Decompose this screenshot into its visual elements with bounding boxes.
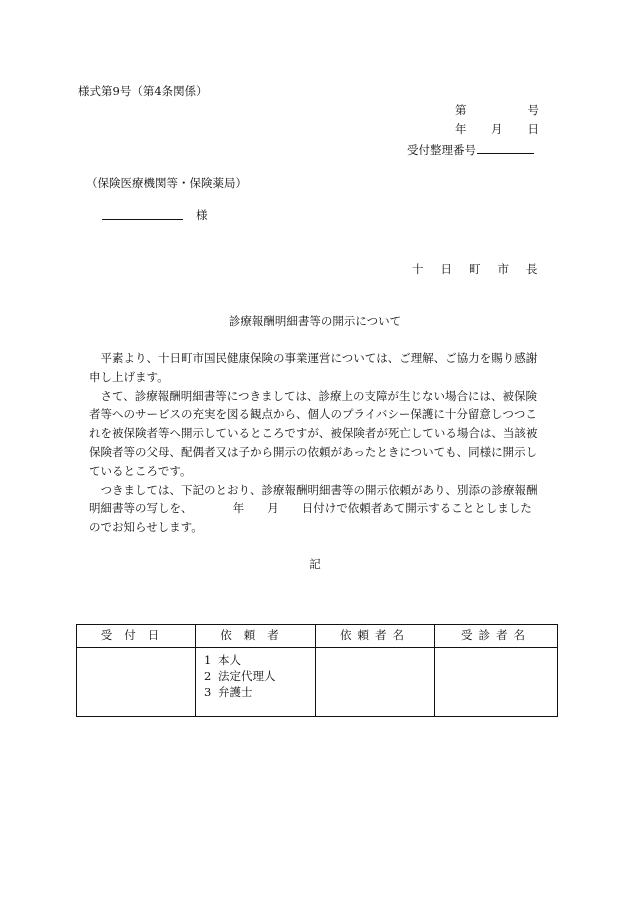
cell-requester bbox=[196, 648, 316, 717]
date-month-label: 月 bbox=[491, 122, 503, 136]
receipt-number bbox=[407, 143, 534, 157]
body-line: 明細書等の写しを、 年 月 日付けで依頼者あて開示することとしました bbox=[89, 501, 532, 516]
request-table bbox=[76, 624, 558, 717]
body-paragraph-1 bbox=[89, 349, 559, 387]
body-line: 保険者等の父母、配偶者又は子から開示の依頼があったときについても、同様に開示し bbox=[89, 444, 538, 459]
cell-receipt-date bbox=[77, 648, 196, 717]
document-number bbox=[455, 105, 539, 119]
receipt-number-label: 受付整理番号 bbox=[407, 143, 476, 157]
subject-title: 診療報酬明細書等の開示について bbox=[228, 314, 402, 328]
requester-option-self: 1 本人 bbox=[204, 653, 241, 667]
recipient-honorific: 様 bbox=[196, 208, 208, 222]
doc-number-prefix: 第 bbox=[455, 103, 467, 117]
body-paragraph-2 bbox=[89, 387, 559, 481]
header-requester: 依頼者 bbox=[196, 625, 316, 648]
body-line: 者等へのサービスの充実を図る観点から、個人のプライバシー保護に十分留意しつつこ bbox=[89, 407, 537, 422]
requester-option-lawyer: 3 弁護士 bbox=[204, 685, 253, 699]
form-number: 様式第9号（第4条関係） bbox=[78, 84, 208, 98]
body-line: 申し上げます。 bbox=[89, 369, 169, 384]
sender-title: 十日町市長 bbox=[412, 262, 555, 276]
body-line: れを被保険者等へ開示しているところですが、被保険者が死亡している場合は、当該被 bbox=[89, 426, 538, 441]
body-line: ているところです。 bbox=[89, 463, 192, 478]
requester-option-legal-rep: 2 法定代理人 bbox=[204, 669, 276, 683]
document-date bbox=[455, 124, 539, 138]
cell-patient-name bbox=[435, 648, 558, 717]
body-line: つきましては、下記のとおり、診療報酬明細書等の開示依頼があり、別添の診療報酬 bbox=[100, 482, 538, 497]
header-patient-name: 受診者名 bbox=[435, 625, 558, 648]
table-row bbox=[77, 648, 558, 717]
body-line: のでお知らせします。 bbox=[89, 520, 203, 535]
body-line: さて、診療報酬明細書等につきましては、診療上の支障が生じない場合には、被保険 bbox=[100, 388, 538, 403]
body-line: 平素より、十日町市国民健康保険の事業運営については、ご理解、ご協力を賜り感謝 bbox=[100, 351, 538, 365]
date-year-label: 年 bbox=[455, 122, 467, 136]
doc-number-suffix: 号 bbox=[527, 103, 539, 117]
recipient-name-blank bbox=[102, 219, 183, 220]
body-paragraph-3 bbox=[89, 481, 559, 537]
ki-label: 記 bbox=[309, 557, 321, 571]
addressee-type: （保険医療機関等・保険薬局） bbox=[86, 176, 247, 190]
date-day-label: 日 bbox=[527, 122, 539, 136]
body-text bbox=[89, 349, 559, 537]
cell-requester-name bbox=[316, 648, 435, 717]
header-receipt-date: 受付日 bbox=[77, 625, 196, 648]
table-header-row bbox=[77, 625, 558, 648]
header-requester-name: 依頼者名 bbox=[316, 625, 435, 648]
receipt-number-blank bbox=[477, 143, 534, 154]
